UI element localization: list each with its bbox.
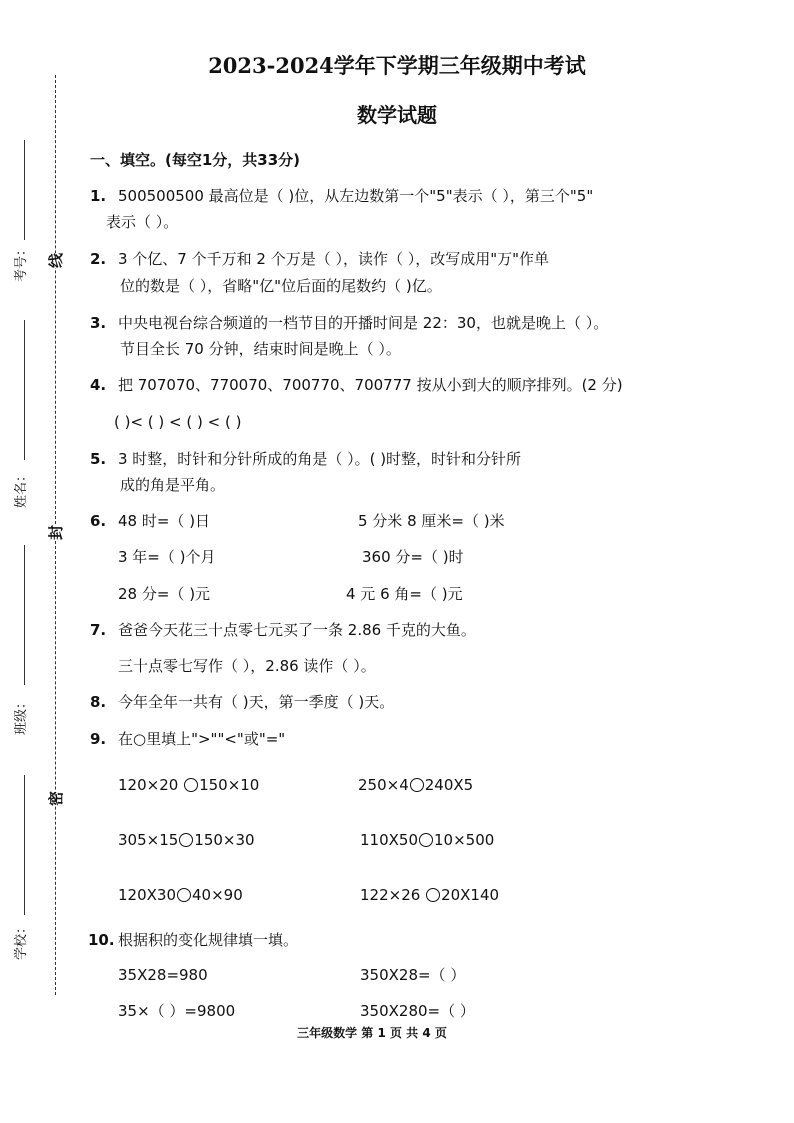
- q6-right-2: 360 分=（ )时: [362, 548, 464, 566]
- q9-item-right: 150×30: [194, 831, 255, 849]
- binding-mark-line: 线: [47, 252, 66, 269]
- binding-mark-seal: 封: [47, 524, 66, 541]
- q10-number: 10.: [88, 931, 115, 949]
- q3-line2: 节目全长 70 分钟，结束时间是晚上（ ）。: [120, 340, 401, 358]
- section-heading: 一、填空。(每空1分，共33分): [90, 151, 301, 169]
- q9-item-right: 40×90: [192, 886, 243, 904]
- school-underline: [24, 775, 25, 915]
- q2-line2: 位的数是（ ），省略"亿"位后面的尾数约（ )亿。: [120, 277, 442, 295]
- q9-item-left: 250×4: [358, 776, 409, 794]
- q9-item-right: 240X5: [424, 776, 474, 794]
- q9-item: [118, 885, 243, 905]
- q8-line1: 今年全年一共有（ )天，第一季度（ )天。: [118, 693, 395, 711]
- q4-number: 4.: [90, 376, 107, 394]
- q5-number: 5.: [90, 450, 107, 468]
- q9-item: [118, 775, 259, 795]
- name-label: 姓名：: [14, 468, 29, 508]
- binding-mark-secret: 密: [47, 790, 66, 807]
- q9-item-left: 122×26: [360, 886, 426, 904]
- q9-item-left: 305×15: [118, 831, 179, 849]
- q6-left-3: 28 分=（ )元: [118, 585, 211, 603]
- q3-number: 3.: [90, 314, 107, 332]
- q9-item: [360, 830, 494, 850]
- q3-line1: 中央电视台综合频道的一档节目的开播时间是 22：30，也就是晚上（ ）。: [118, 314, 609, 332]
- q9-item-right: 150×10: [199, 776, 260, 794]
- q9-instruction: 在○里填上">""<"或"=": [118, 730, 286, 748]
- exam-number-label: 考号：: [14, 242, 29, 282]
- compare-circle[interactable]: [179, 833, 193, 847]
- school-label: 学校：: [14, 920, 29, 960]
- q9-item: [360, 885, 499, 905]
- page-title: 2023-2024学年下学期三年级期中考试: [208, 53, 586, 78]
- q9-item-left: 120×20: [118, 776, 184, 794]
- q7-number: 7.: [90, 621, 107, 639]
- binding-margin: [0, 0, 70, 1123]
- compare-circle[interactable]: [410, 778, 424, 792]
- q1-number: 1.: [90, 187, 107, 205]
- q2-number: 2.: [90, 250, 107, 268]
- q5-line2: 成的角是平角。: [120, 476, 226, 494]
- page-footer: 三年级数学 第 1 页 共 4 页: [297, 1026, 447, 1040]
- q10-left-1: 35X28=980: [118, 966, 208, 984]
- q10-right-2: 350X280=（ ）: [360, 1002, 475, 1020]
- q2-line1: 3 个亿、7 个千万和 2 个万是（ ），读作（ ），改写成用"万"作单: [118, 250, 550, 268]
- q6-left-1: 48 时=（ )日: [118, 512, 211, 530]
- compare-circle[interactable]: [419, 833, 433, 847]
- q10-left-2: 35×（ ）=9800: [118, 1002, 236, 1020]
- q6-right-3: 4 元 6 角=（ )元: [346, 585, 463, 603]
- compare-circle[interactable]: [426, 888, 440, 902]
- q8-number: 8.: [90, 693, 107, 711]
- q6-right-1: 5 分米 8 厘米=（ )米: [358, 512, 505, 530]
- q1-line1: 500500500 最高位是（ )位，从左边数第一个"5"表示（ ），第三个"5": [118, 187, 594, 205]
- q4-answer-row: ( )< ( ) < ( ) < ( ): [114, 413, 242, 431]
- compare-circle[interactable]: [177, 888, 191, 902]
- q7-line2: 三十点零七写作（ ），2.86 读作（ ）。: [118, 657, 376, 675]
- q9-item: [118, 830, 255, 850]
- q9-item: [358, 775, 473, 795]
- class-label: 班级：: [14, 695, 29, 735]
- name-underline: [24, 320, 25, 460]
- compare-circle[interactable]: [184, 778, 198, 792]
- q1-line2: 表示（ ）。: [106, 213, 179, 231]
- q7-line1: 爸爸今天花三十点零七元买了一条 2.86 千克的大鱼。: [118, 621, 476, 639]
- q9-item-left: 110X50: [360, 831, 418, 849]
- q9-item-left: 120X30: [118, 886, 176, 904]
- exam-number-underline: [24, 140, 25, 240]
- class-underline: [24, 545, 25, 685]
- q4-line1: 把 707070、770070、700770、700777 按从小到大的顺序排列。(2 分): [118, 376, 623, 394]
- q6-number: 6.: [90, 512, 107, 530]
- page-subtitle: 数学试题: [357, 103, 437, 127]
- q6-left-2: 3 年=（ )个月: [118, 548, 216, 566]
- q10-instruction: 根据积的变化规律填一填。: [118, 931, 299, 949]
- q9-number: 9.: [90, 730, 107, 748]
- q5-line1: 3 时整，时针和分针所成的角是（ ）。( )时整，时针和分针所: [118, 450, 522, 468]
- q9-item-right: 20X140: [441, 886, 500, 904]
- q10-right-1: 350X28=（ ）: [360, 966, 466, 984]
- q9-item-right: 10×500: [434, 831, 495, 849]
